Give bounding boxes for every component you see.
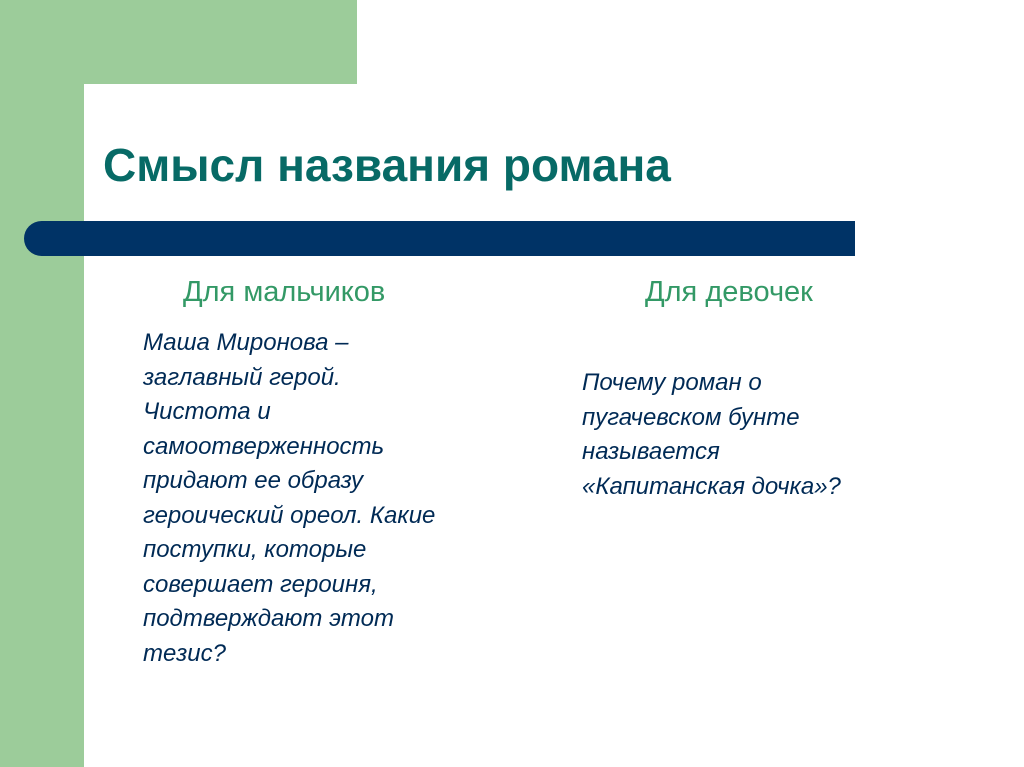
text-line: Чистота и bbox=[143, 398, 271, 425]
text-line: Почему роман о bbox=[582, 369, 762, 396]
column-heading-girls: Для девочек bbox=[645, 276, 813, 308]
text-line: самоотверженность bbox=[143, 432, 385, 460]
text-line: называется bbox=[582, 438, 720, 465]
column-text-girls bbox=[582, 366, 841, 504]
text-line: пугачевском бунте bbox=[582, 403, 800, 431]
text-line: тезис? bbox=[143, 639, 226, 667]
column-heading-boys: Для мальчиков bbox=[183, 276, 386, 308]
text-line: заглавный герой. bbox=[143, 363, 341, 391]
decor-green-left bbox=[0, 0, 84, 767]
text-line: героический ореол. Какие bbox=[143, 501, 436, 529]
text-line: подтверждают этот bbox=[143, 605, 394, 632]
text-line: поступки, которые bbox=[143, 536, 367, 563]
text-line: «Капитанская дочка»? bbox=[582, 472, 841, 500]
slide-title: Смысл названия романа bbox=[103, 139, 671, 191]
text-line: придают ее образу bbox=[143, 467, 363, 494]
column-text-boys bbox=[143, 326, 435, 671]
text-line: совершает героиня, bbox=[143, 570, 378, 598]
text-line: Маша Миронова – bbox=[143, 329, 349, 356]
title-underline-bar bbox=[24, 221, 855, 256]
